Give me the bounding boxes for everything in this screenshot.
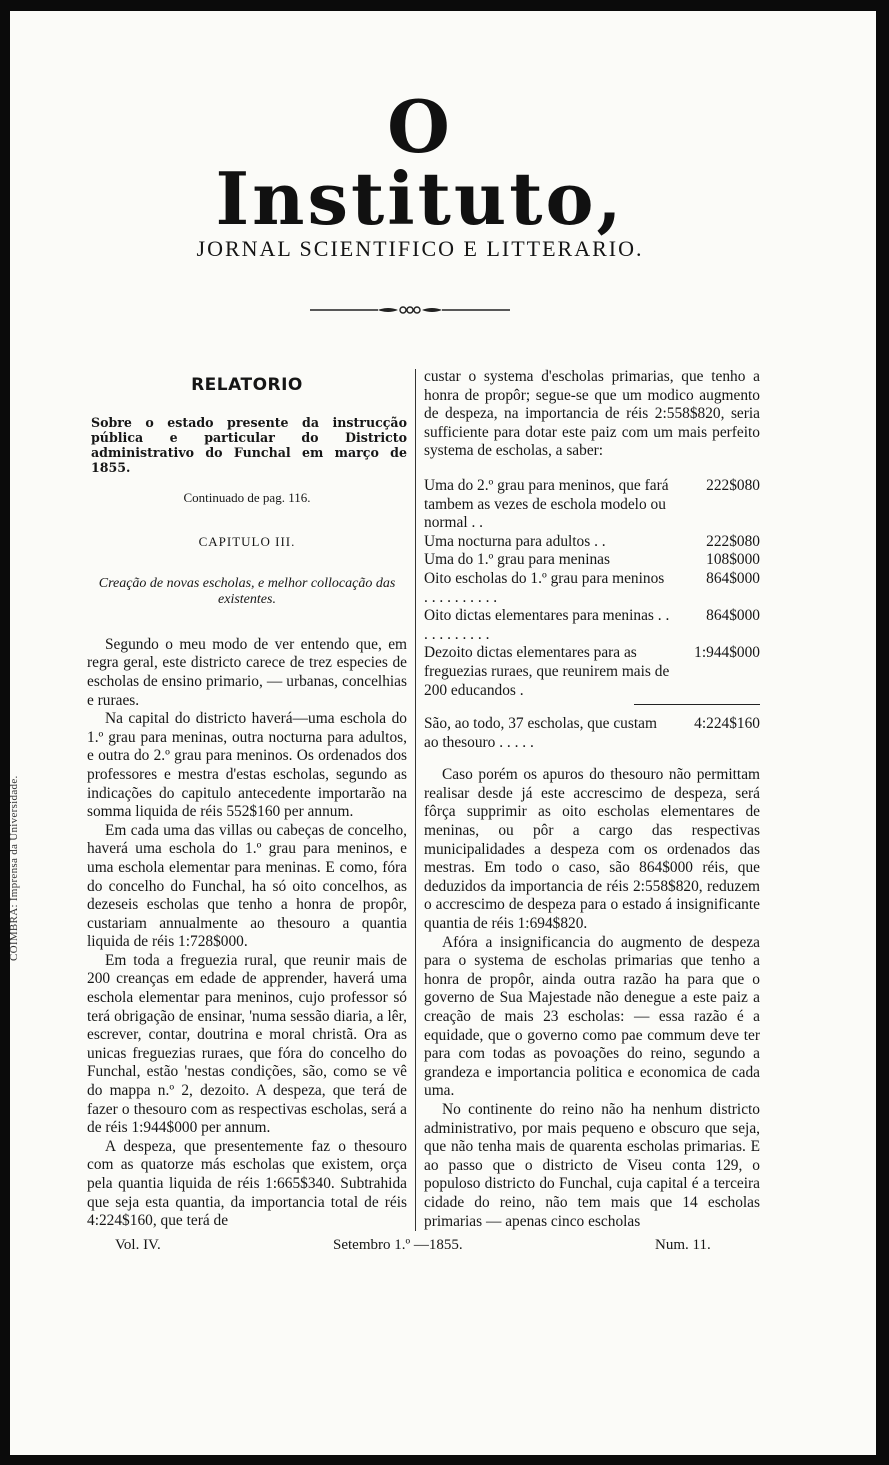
ledger-desc: Uma nocturna para adultos . . — [424, 532, 606, 550]
ledger-desc: Uma do 2.º grau para meninos, que fará tambem as vezes de eschola modelo ou normal . . — [424, 476, 669, 532]
paragraph: A despeza, que presentemente faz o thesouro com as quatorze más escholas que existem, orça pela quantia liquida de réis 1:665$340. Subtrahida que seja esta quantia, da importancia total de réis 4:224$160, que terá de — [87, 1137, 407, 1230]
ledger-row — [424, 533, 760, 552]
ledger-desc: Dezoito dictas elementares para as freguezias ruraes, que reunirem mais de 200 educandos . — [424, 644, 670, 699]
masthead-title: O Instituto, — [215, 84, 625, 241]
ledger-total-desc: São, ao todo, 37 escholas, que custam ao thesouro . . . . . — [424, 715, 657, 751]
ledger-amount: 864$000 — [706, 569, 760, 587]
ledger-amount: 222$080 — [706, 476, 760, 494]
ornament-divider — [310, 303, 510, 317]
continued-note: Continuado de pag. 116. — [183, 489, 311, 505]
left-column — [87, 376, 407, 1231]
ledger-sum-rule — [634, 704, 760, 705]
column-rule — [415, 369, 416, 1231]
footer-date: Setembro 1.º —1855. — [333, 1237, 463, 1253]
ledger-amount: 1:944$000 — [694, 644, 760, 662]
paragraph: Em cada uma das villas ou cabeças de concelho, haverá uma eschola do 1.º grau para meninos, e uma eschola elementar para meninas. E como, fóra do concelho do Funchal, ha só oito concelhos, as dezeseis escholas que tenho a honra de propôr, custariam annualmente ao thesouro a quantia liquida de réis 1:728$000. — [87, 821, 407, 951]
ledger-amount: 222$080 — [706, 532, 760, 550]
chapter-subtitle: Creação de novas escholas, e melhor collocação das existentes. — [98, 575, 396, 607]
paragraph: No continente do reino não ha nenhum districto administrativo, por mais pequeno e obscuro que seja, que não tenha mais de quarenta escholas primarias. E ao passo que o districto de Viseu conta 129, o populoso districto do Funchal, cuja capital é a terceira cidade do reino, não tem mais que 14 escholas primarias — apenas cinco escholas — [424, 1100, 760, 1230]
ledger-total-amount: 4:224$160 — [694, 715, 760, 733]
footer-number: Num. 11. — [655, 1237, 711, 1253]
right-column — [424, 368, 760, 1231]
chapter-heading: CAPITULO III. — [198, 534, 296, 550]
ledger-amount: 864$000 — [706, 607, 760, 625]
article-title: RELATORIO — [191, 375, 303, 395]
ledger-row — [424, 607, 760, 644]
paragraph: Segundo o meu modo de ver entendo que, em regra geral, este districto carece de trez especies de escholas de ensino primario, — urbanas, concelhias e ruraes. — [87, 635, 407, 709]
ledger-row — [424, 477, 760, 533]
paragraph: Afóra a insignificancia do augmento de despeza para o systema de escholas primarias que tenho a honra de propôr, ainda outra razão ha para que o governo de Sua Majestade não denegue a este paiz a creação de mais 23 escholas: — essa razão é a equidade, que o governo como pae commum deve ter para com todas as povoações do reino, segundo a grandeza e importancia politica e economica de cada uma. — [424, 933, 760, 1100]
ledger-desc: Oito escholas do 1.º grau para meninos . . . . . . . . . . — [424, 569, 665, 606]
paragraph: Na capital do districto haverá—uma eschola do 1.º grau para meninas, outra nocturna para adultos, e outra do 2.º grau para meninos. Os ordenados dos professores e mestra d'estas escholas, segundo as indicações do capitulo antecedente importarão na somma liquida de réis 552$160 per annum. — [87, 710, 407, 821]
article-subtitle: Sobre o estado presente da instrucção pública e particular do Districto administrativo do Funchal em março de 1855. — [91, 414, 407, 475]
newspaper-page — [10, 11, 876, 1455]
ledger-row — [424, 551, 760, 570]
ledger-row — [424, 570, 760, 607]
masthead-subtitle: JORNAL SCIENTIFICO E LITTERARIO. — [196, 236, 644, 261]
ledger-row — [424, 644, 760, 700]
ledger-amount: 108$000 — [706, 551, 760, 569]
footer-volume: Vol. IV. — [115, 1237, 161, 1253]
paragraph: custar o systema d'escholas primarias, que tenho a honra de propôr; segue-se que um modico augmento de despeza, na importancia de réis 2:558$820, seria sufficiente para dotar este paiz com um mais perfeito systema de escholas, a saber: — [424, 368, 760, 460]
spacer — [424, 752, 760, 766]
ledger-desc: Uma do 1.º grau para meninas — [424, 551, 610, 569]
paragraph: Em toda a freguezia rural, que reunir mais de 200 creanças em edade de apprender, haverá uma eschola elementar para meninos, cujo professor só terá obrigação de ensinar, 'numa sessão diaria, a lêr, escrever, contar, doutrina e moral christã. Ora as unicas freguezias ruraes, que fóra do concelho do Funchal, estão 'nestas condições, são, como se vê do mappa n.º 2, dezoito. A despeza, que terá de fazer o thesouro com as respectivas escholas, será a de réis 1:944$000 per annum. — [87, 951, 407, 1137]
ledger-desc: Oito dictas elementares para meninas . . . . . . . . . . . — [424, 607, 670, 643]
ledger-total-row — [424, 715, 760, 752]
paragraph: Caso porém os apuros do thesouro não permittam realisar desde já este accrescimo de despeza, será fôrça supprimir as oito escholas elementares de meninas, ou pôr a cargo das respectivas municipalidades a despeza com os ordenados das mestras. Em todo o caso, são 864$000 réis, que deduzidos da importancia de réis 2:558$820, reduzem o accrescimo de despeza para o estado á insignificante quantia de réis 1:694$820. — [424, 766, 760, 933]
printer-stamp: COIMBRA: Imprensa da Universidade. — [8, 775, 20, 961]
expense-ledger — [424, 477, 760, 752]
